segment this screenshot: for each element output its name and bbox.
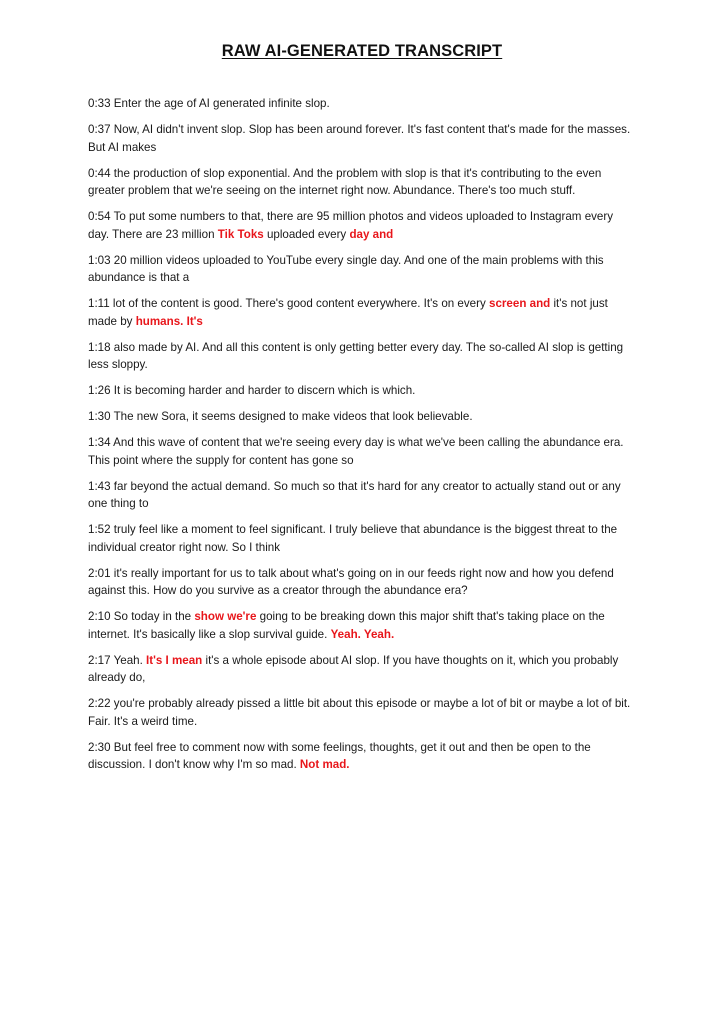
transcript-text: 2:30 But feel free to comment now with some feelings, thoughts, get it out and then be open to the discussion. I don't know why I'm so mad. [88, 740, 591, 771]
highlighted-text: Yeah. Yeah. [330, 627, 395, 641]
highlighted-text: It's I mean [146, 653, 203, 667]
transcript-text: 1:34 And this wave of content that we're seeing every day is what we've been calling the abundance era. This point where the supply for content has gone so [88, 436, 624, 467]
transcript-entry [88, 339, 636, 374]
transcript-text: 0:44 the production of slop exponential. And the problem with slop is that it's contributing to the even greater problem that we're seeing on the internet right now. Abundance. There's too much stuff. [88, 166, 602, 197]
highlighted-text: humans. It's [135, 314, 203, 328]
transcript-entry [88, 208, 636, 243]
transcript-entry [88, 652, 636, 687]
highlighted-text: Tik Toks [217, 227, 264, 241]
transcript-text: uploaded every [263, 227, 350, 241]
transcript-entry [88, 382, 636, 400]
transcript-entry [88, 252, 636, 287]
transcript-text: 1:43 far beyond the actual demand. So much so that it's hard for any creator to actually stand out or any one thing to [88, 479, 621, 510]
transcript-entry [88, 565, 636, 600]
transcript-entry [88, 95, 636, 113]
transcript-entry [88, 295, 636, 330]
highlighted-text: day and [349, 227, 394, 241]
transcript-entry [88, 695, 636, 730]
transcript-text: 1:11 lot of the content is good. There's good content everywhere. It's on every [88, 297, 490, 310]
highlighted-text: show we're [194, 610, 257, 623]
transcript-text: 1:30 The new Sora, it seems designed to make videos that look believable. [88, 410, 473, 423]
transcript-text: 0:33 Enter the age of AI generated infinite slop. [88, 97, 330, 110]
transcript-text: 2:22 you're probably already pissed a little bit about this episode or maybe a lot of bit or maybe a lot of bit. Fair. It's a weird time. [88, 697, 631, 728]
transcript-text: 2:01 it's really important for us to talk about what's going on in our feeds right now and how you defend against this. How do you survive as a creator through the abundance era? [88, 566, 614, 597]
transcript-text: it's not just made by [88, 297, 608, 328]
transcript-entry [88, 478, 636, 513]
transcript-body [88, 95, 636, 774]
document-title: RAW AI-GENERATED TRANSCRIPT [221, 42, 503, 60]
transcript-entry [88, 739, 636, 774]
highlighted-text: Not mad. [299, 758, 350, 771]
transcript-entry [88, 434, 636, 469]
transcript-entry [88, 521, 636, 556]
transcript-text: 2:10 So today in the [88, 610, 195, 623]
transcript-entry [88, 121, 636, 156]
transcript-text: 1:52 truly feel like a moment to feel significant. I truly believe that abundance is the biggest threat to the individual creator right now. So I think [88, 523, 618, 554]
transcript-text: 1:26 It is becoming harder and harder to discern which is which. [88, 384, 416, 397]
transcript-text: 0:54 To put some numbers to that, there are 95 million photos and videos uploaded to Instagram every day. There are 23 million [88, 210, 614, 241]
transcript-text: 1:18 also made by AI. And all this content is only getting better every day. The so-called AI slop is getting less sloppy. [88, 340, 624, 371]
transcript-entry [88, 408, 636, 426]
highlighted-text: screen and [489, 297, 551, 310]
transcript-text: going to be breaking down this major shift that's taking place on the internet. It's basically like a slop survival guide. [88, 610, 605, 641]
transcript-text: 1:03 20 million videos uploaded to YouTube every single day. And one of the main problems with this abundance is that a [88, 253, 604, 284]
transcript-text: 2:17 Yeah. [88, 653, 147, 667]
transcript-entry [88, 608, 636, 643]
transcript-text: 0:37 Now, AI didn't invent slop. Slop has been around forever. It's fast content that's made for the masses. But AI makes [88, 123, 631, 154]
transcript-text: it's a whole episode about AI slop. If you have thoughts on it, which you probably already do, [88, 653, 619, 684]
transcript-entry [88, 165, 636, 200]
